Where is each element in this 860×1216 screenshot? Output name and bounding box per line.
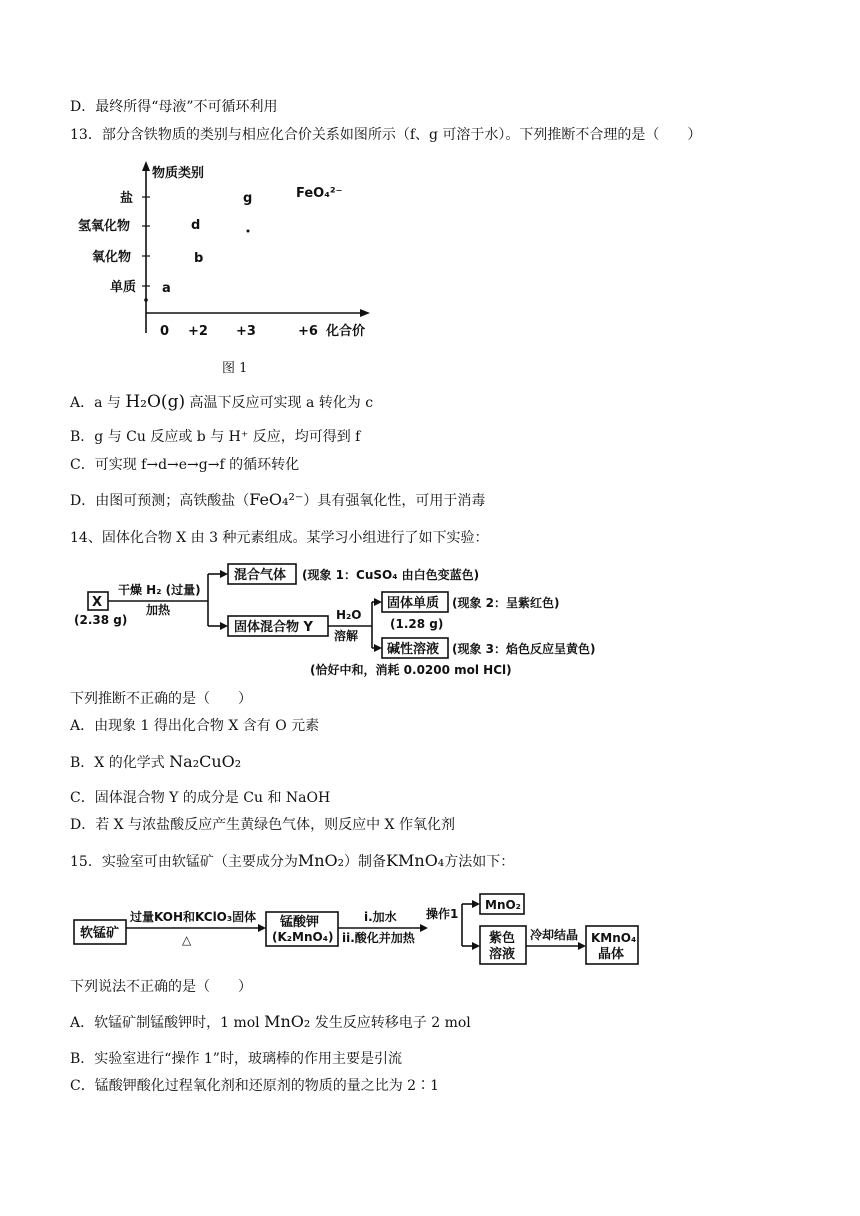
svg-text:固体混合物 Y: 固体混合物 Y: [234, 620, 313, 635]
option-12d: D．最终所得“母液”不可循环利用: [70, 99, 278, 115]
svg-text:固体单质: 固体单质: [387, 596, 440, 611]
category-element: 单质: [110, 280, 137, 295]
svg-text:溶液: 溶液: [489, 947, 516, 962]
svg-text:△: △: [182, 933, 192, 947]
category-oxide: 氧化物: [92, 250, 132, 265]
point-b: b: [194, 251, 204, 266]
figure-1-caption: 图 1: [222, 361, 248, 376]
option-15b: B．实验室进行“操作 1”时，玻璃棒的作用主要是引流: [70, 1051, 402, 1067]
question-15-prompt: 下列说法不正确的是（ ）: [70, 979, 252, 995]
point-origin-mark: [144, 298, 148, 302]
svg-text:(K₂MnO₄): (K₂MnO₄): [272, 930, 334, 944]
x-axis-title: 化合价: [326, 324, 366, 339]
option-13d: D．由图可预测；高铁酸盐（FeO₄²⁻）具有强氧化性，可用于消毒: [70, 490, 486, 509]
svg-text:(恰好中和，消耗 0.0200 mol HCl): (恰好中和，消耗 0.0200 mol HCl): [310, 663, 512, 677]
category-salt: 盐: [120, 191, 134, 206]
question-14: 14、固体化合物 X 由 3 种元素组成。某学习小组进行了如下实验：: [70, 530, 489, 546]
point-e-mark: [247, 230, 250, 233]
option-15a: A．软锰矿制锰酸钾时，1 mol MnO₂ 发生反应转移电子 2 mol: [70, 1012, 471, 1031]
option-14b: B．X 的化学式 Na₂CuO₂: [70, 752, 242, 771]
svg-text:(2.38 g): (2.38 g): [74, 613, 128, 627]
flow-diagram-14: [70, 556, 650, 680]
svg-text:(1.28 g): (1.28 g): [390, 617, 444, 631]
svg-text:加热: 加热: [146, 603, 171, 617]
point-d: d: [191, 218, 201, 233]
svg-text:过量KOH和KClO₃固体: 过量KOH和KClO₃固体: [130, 910, 257, 924]
tick-plus3: +3: [236, 324, 256, 339]
svg-text:晶体: 晶体: [598, 947, 625, 962]
option-14d: D．若 X 与浓盐酸反应产生黄绿色气体，则反应中 X 作氧化剂: [70, 817, 455, 833]
option-13b: B．g 与 Cu 反应或 b 与 H⁺ 反应，均可得到 f: [70, 429, 361, 445]
x-axis-arrow-icon: [360, 309, 370, 317]
point-a: a: [162, 281, 171, 296]
point-feo4: FeO₄²⁻: [296, 186, 343, 201]
question-14-prompt: 下列推断不正确的是（ ）: [70, 691, 252, 707]
question-15: 15．实验室可由软锰矿（主要成分为MnO₂）制备KMnO₄方法如下：: [70, 851, 515, 870]
svg-text:X: X: [92, 595, 103, 610]
tick-plus6: +6: [298, 324, 318, 339]
svg-text:碱性溶液: 碱性溶液: [387, 642, 440, 657]
tick-plus2: +2: [188, 324, 208, 339]
svg-text:(现象 2：呈紫红色): (现象 2：呈紫红色): [452, 596, 560, 610]
svg-text:(现象 3：焰色反应呈黄色): (现象 3：焰色反应呈黄色): [452, 642, 596, 656]
svg-text:KMnO₄: KMnO₄: [591, 931, 637, 945]
svg-text:溶解: 溶解: [334, 629, 359, 643]
flow-diagram-15: [70, 890, 650, 970]
point-g: g: [243, 191, 253, 206]
svg-text:(现象 1：CuSO₄ 由白色变蓝色): (现象 1：CuSO₄ 由白色变蓝色): [302, 568, 480, 582]
svg-text:MnO₂: MnO₂: [485, 898, 521, 912]
option-14a: A．由现象 1 得出化合物 X 含有 O 元素: [70, 718, 320, 734]
option-15c: C．锰酸钾酸化过程氧化剂和还原剂的物质的量之比为 2∶1: [70, 1078, 439, 1094]
svg-text:混合气体: 混合气体: [234, 568, 287, 583]
option-13c: C．可实现 f→d→e→g→f 的循环转化: [70, 457, 300, 473]
svg-text:H₂O: H₂O: [336, 608, 362, 622]
svg-text:软锰矿: 软锰矿: [80, 926, 120, 941]
figure-1-chart: [70, 155, 400, 345]
svg-text:锰酸钾: 锰酸钾: [280, 915, 320, 930]
y-axis-arrow-icon: [142, 161, 150, 171]
category-hydroxide: 氢氧化物: [78, 219, 131, 234]
svg-text:ii.酸化并加热: ii.酸化并加热: [342, 931, 415, 945]
y-axis-title: 物质类别: [152, 166, 205, 181]
svg-text:i.加水: i.加水: [364, 910, 397, 924]
question-13: 13．部分含铁物质的类别与相应化合价关系如图所示（f、g 可溶于水）。下列推断不合理的是（ ）: [70, 127, 702, 143]
svg-text:操作1: 操作1: [426, 907, 459, 921]
svg-text:紫色: 紫色: [489, 931, 516, 946]
option-14c: C．固体混合物 Y 的成分是 Cu 和 NaOH: [70, 790, 331, 806]
option-13a: A．a 与 H₂O(g) 高温下反应可实现 a 转化为 c: [70, 392, 374, 412]
svg-text:干燥 H₂ (过量): 干燥 H₂ (过量): [118, 583, 201, 597]
tick-0: 0: [160, 324, 170, 339]
svg-text:冷却结晶: 冷却结晶: [530, 928, 579, 942]
